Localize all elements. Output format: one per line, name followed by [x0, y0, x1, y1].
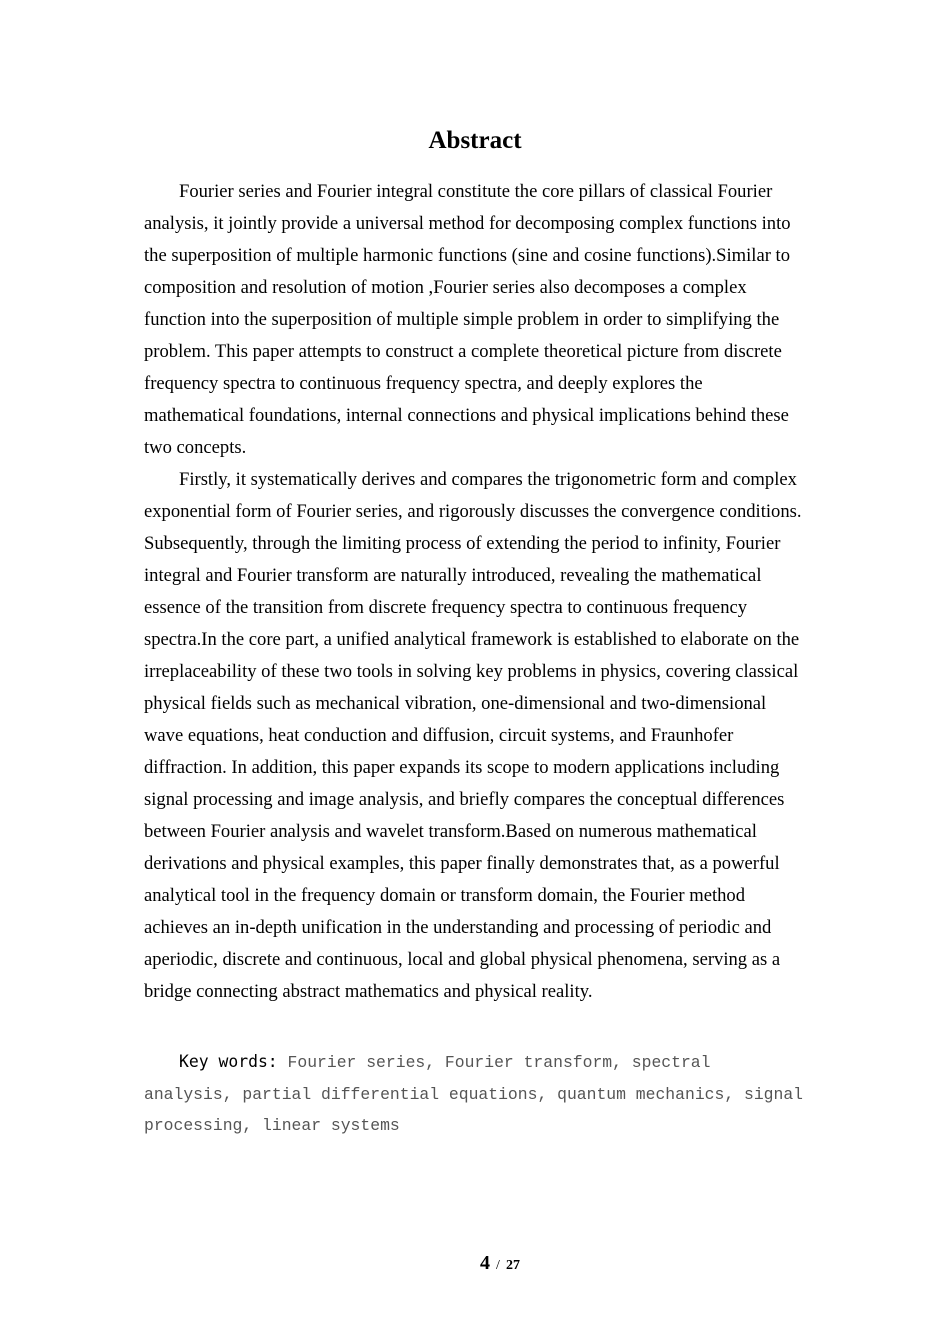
keywords-list: Fourier series, Fourier transform, spectral analysis, partial differential equations, quantum mechanics, signal processing, linear systems — [144, 1053, 804, 1135]
keywords-block — [144, 1046, 806, 1142]
abstract-section — [144, 124, 806, 1142]
abstract-paragraph-2: Firstly, it systematically derives and compares the trigonometric form and complex exponential form of Fourier series, and rigorously discusses the convergence conditions. Subsequently, through the limiting process of extending the period to infinity, Fourier integral and Fourier transform are naturally introduced, revealing the mathematical essence of the transition from discrete frequency spectra to continuous frequency spectra.In the core part, a unified analytical framework is established to elaborate on the irreplaceability of these two tools in solving key problems in physics, covering classical physical fields such as mechanical vibration, one-dimensional and two-dimensional wave equations, heat conduction and diffusion, circuit systems, and Fraunhofer diffraction. In addition, this paper expands its scope to modern applications including signal processing and image analysis, and briefly compares the conceptual differences between Fourier analysis and wavelet transform.Based on numerous mathematical derivations and physical examples, this paper finally demonstrates that, as a powerful analytical tool in the frequency domain or transform domain, the Fourier method achieves an in-depth unification in the understanding and processing of periodic and aperiodic, discrete and continuous, local and global physical phenomena, serving as a bridge connecting abstract mathematics and physical reality. — [144, 469, 802, 1002]
page-separator: / — [496, 1258, 500, 1273]
keywords-label: Key words: — [179, 1052, 278, 1071]
page-number: 4 — [480, 1252, 491, 1274]
page-footer — [0, 1252, 950, 1275]
abstract-paragraph-1: Fourier series and Fourier integral constitute the core pillars of classical Fourier analysis, it jointly provide a universal method for decomposing complex functions into the superposition of multiple harmonic functions (sine and cosine functions).Similar to composition and resolution of motion ,Fourier series also decomposes a complex function into the superposition of multiple simple problem in order to simplifying the problem. This paper attempts to construct a complete theoretical picture from discrete frequency spectra to continuous frequency spectra, and deeply explores the mathematical foundations, internal connections and physical implications behind these two concepts. — [144, 181, 791, 458]
total-pages: 27 — [505, 1258, 520, 1273]
abstract-title: Abstract — [428, 127, 522, 154]
